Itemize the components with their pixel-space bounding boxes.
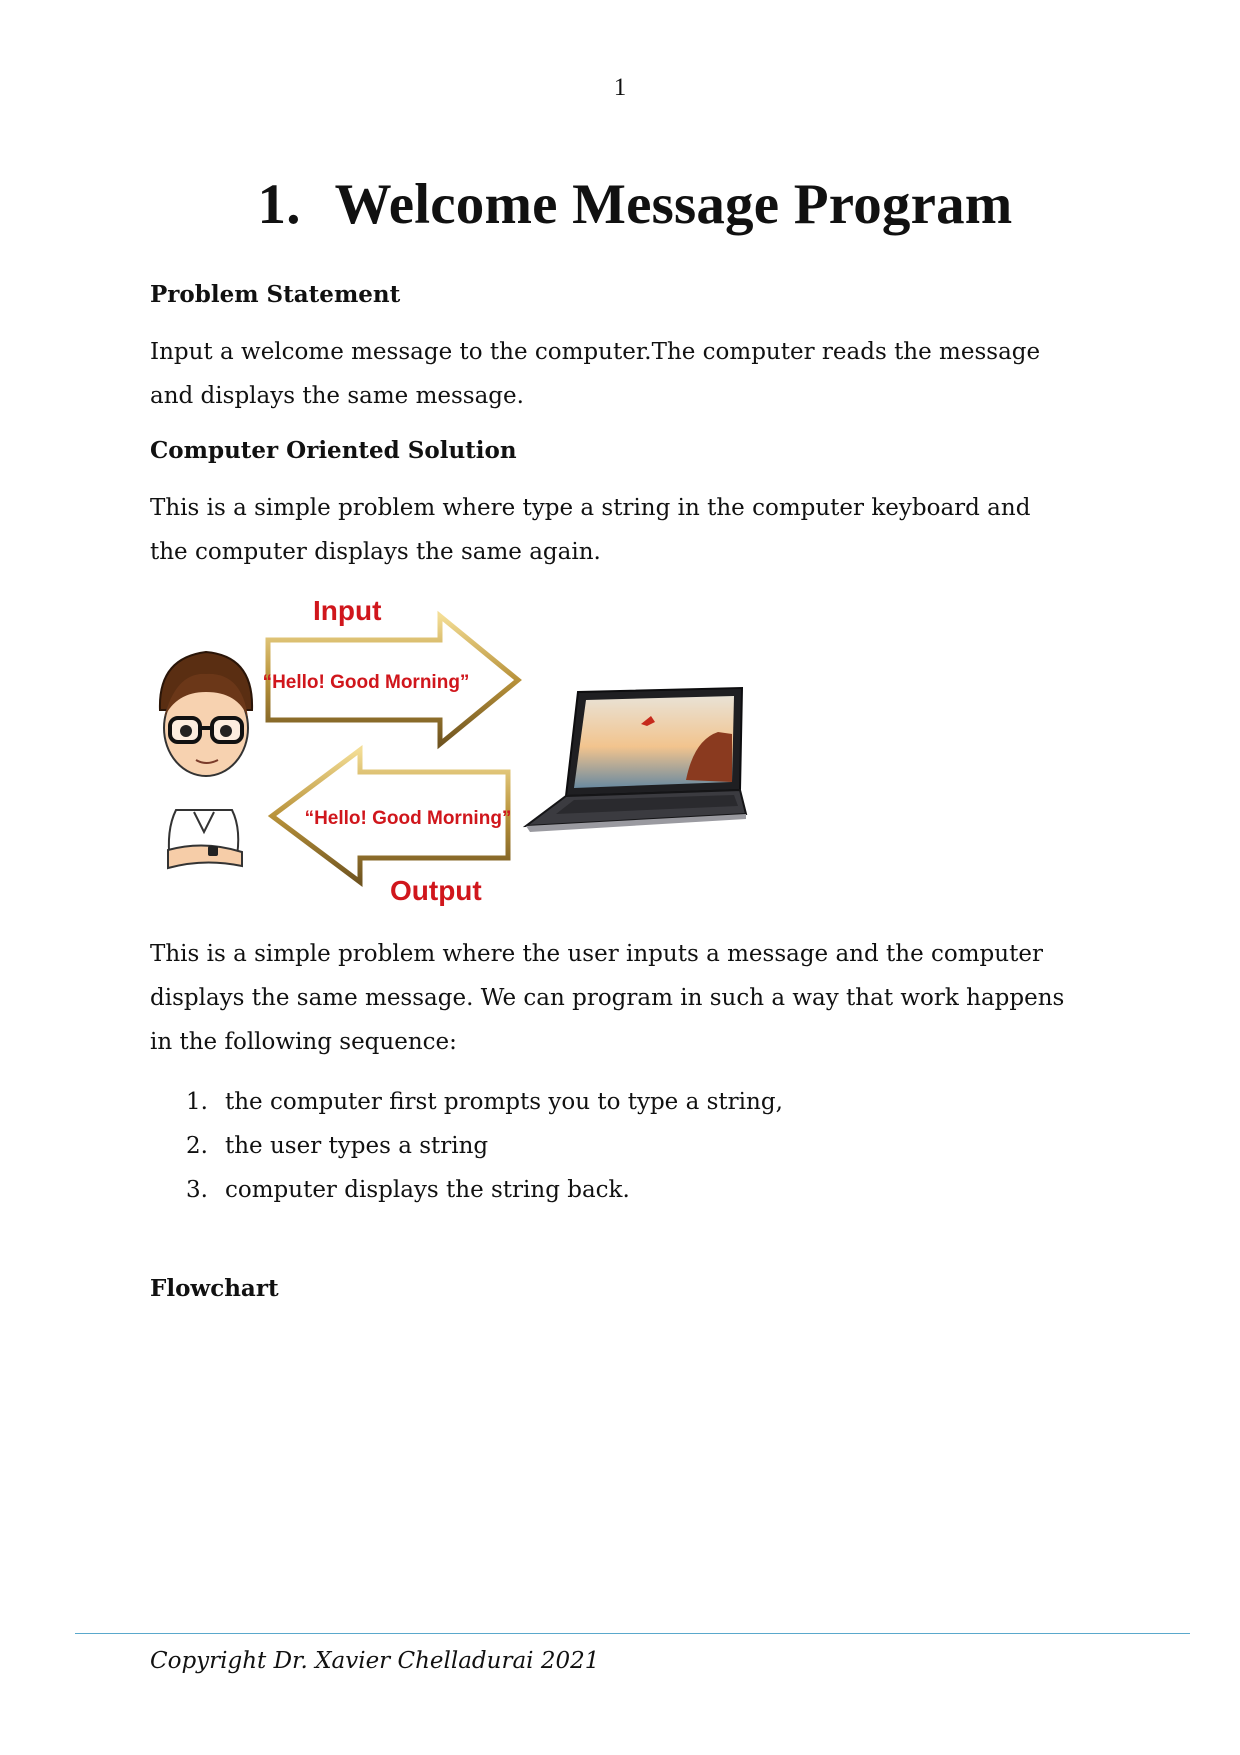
problem-statement-heading: Problem Statement — [150, 281, 401, 308]
footer-copyright: Copyright Dr. Xavier Chelladurai 2021 — [150, 1648, 600, 1674]
solution-heading: Computer Oriented Solution — [150, 437, 517, 464]
footer-divider — [75, 1633, 1190, 1634]
chapter-title-text: Welcome Message Program — [334, 173, 1013, 236]
input-message: “Hello! Good Morning” — [262, 672, 470, 693]
list-item-text: the user types a string — [225, 1133, 489, 1159]
list-item — [150, 1080, 783, 1124]
input-output-illustration — [146, 600, 756, 910]
page-number: 1 — [613, 74, 627, 101]
explanation-line-1: This is a simple problem where the user inputs a message and the computer — [150, 941, 1043, 967]
solution-line-1: This is a simple problem where type a string in the computer keyboard and — [150, 495, 1031, 521]
output-message: “Hello! Good Morning” — [304, 808, 512, 829]
solution-text — [150, 486, 1090, 574]
problem-line-2: and displays the same message. — [150, 383, 524, 409]
list-item-number: 2. — [186, 1133, 208, 1159]
flowchart-heading: Flowchart — [150, 1275, 279, 1302]
problem-line-1: Input a welcome message to the computer.The computer reads the message — [150, 339, 1041, 365]
list-item — [150, 1124, 783, 1168]
explanation-line-2: displays the same message. We can program in such a way that work happens — [150, 985, 1065, 1011]
sequence-list — [150, 1080, 783, 1212]
output-label: Output — [390, 875, 482, 906]
laptop-icon — [526, 688, 746, 832]
input-label: Input — [313, 600, 382, 626]
explanation-text — [150, 932, 1090, 1064]
cartoon-user-icon — [160, 652, 252, 868]
chapter-title — [0, 172, 1240, 237]
list-item-text: computer displays the string back. — [225, 1177, 630, 1203]
chapter-number: 1. — [257, 173, 301, 236]
list-item — [150, 1168, 783, 1212]
problem-statement-text — [150, 330, 1090, 418]
solution-line-2: the computer displays the same again. — [150, 539, 601, 565]
explanation-line-3: in the following sequence: — [150, 1029, 457, 1055]
list-item-number: 3. — [186, 1177, 208, 1203]
list-item-number: 1. — [186, 1089, 208, 1115]
list-item-text: the computer first prompts you to type a string, — [225, 1089, 783, 1115]
